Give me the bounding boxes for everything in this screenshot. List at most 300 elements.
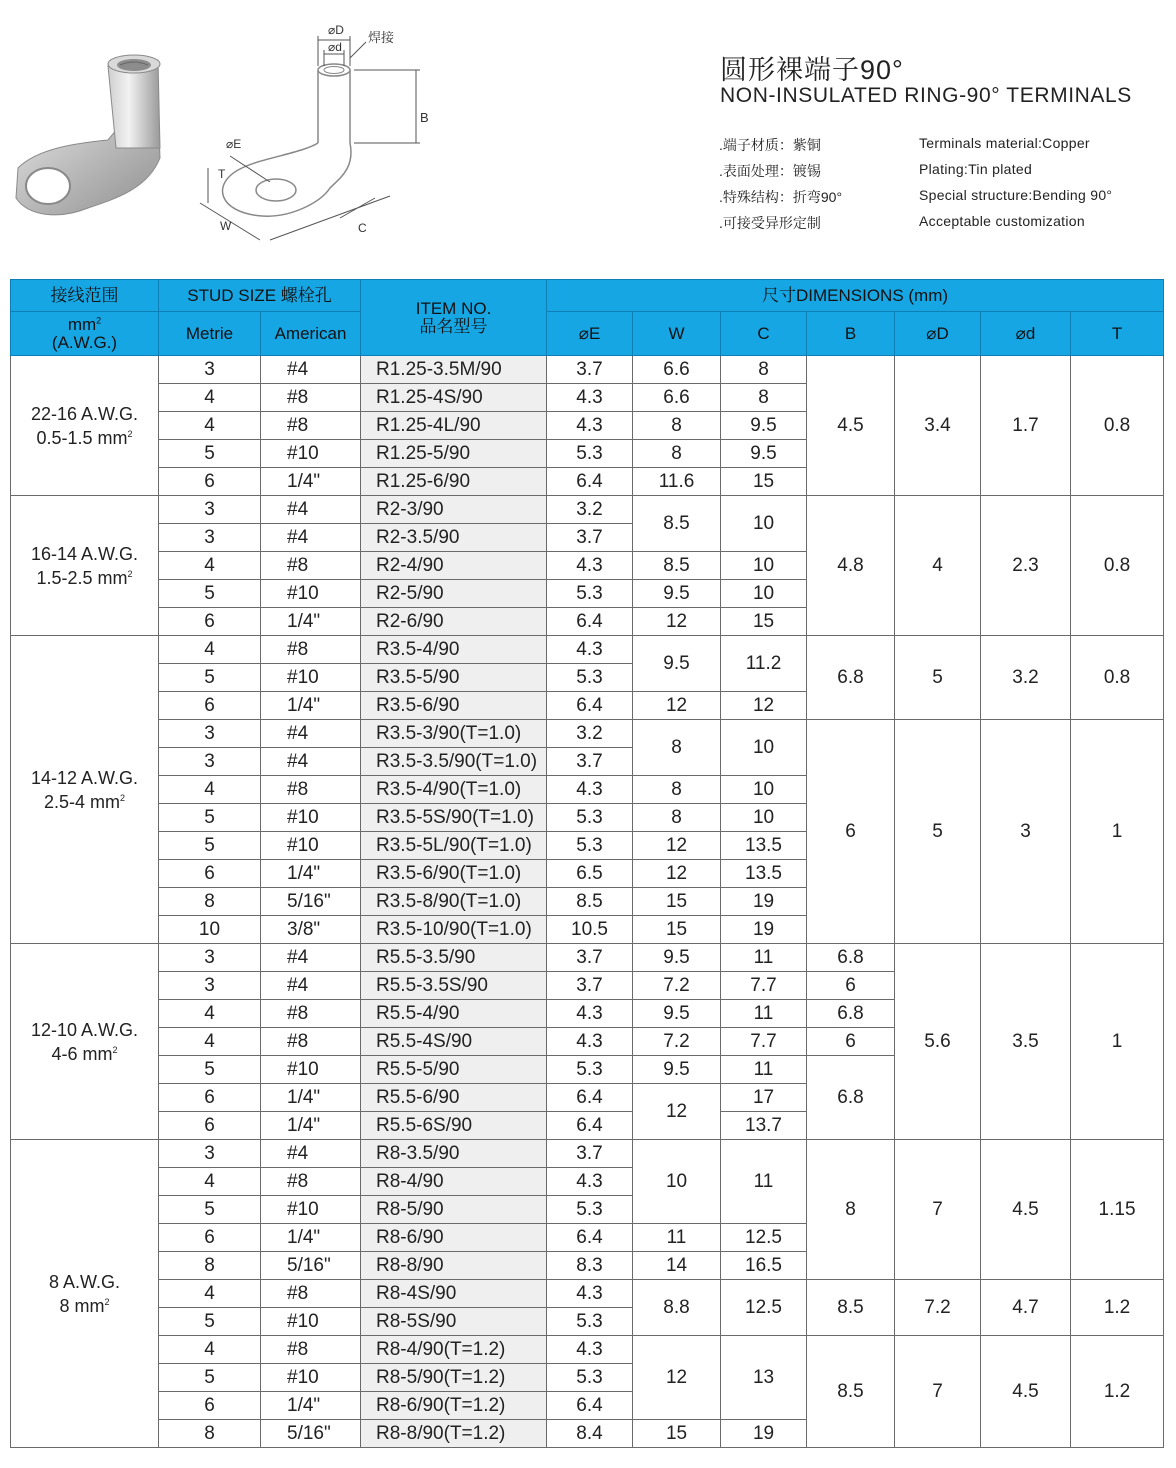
cell-american: #10: [261, 1196, 361, 1224]
header-american: American: [261, 312, 361, 356]
cell-D: 4: [895, 496, 981, 636]
cell-E: 5.3: [547, 1308, 633, 1336]
cell-C: 12: [721, 692, 807, 720]
cell-american: #8: [261, 412, 361, 440]
cell-item: R8-6/90: [361, 1224, 547, 1252]
range-mm: 2.5-4 mm: [43, 791, 120, 812]
cell-C: 19: [721, 1420, 807, 1448]
cell-E: 3.7: [547, 944, 633, 972]
cell-W: 6.6: [633, 356, 721, 384]
cell-item: R8-8/90(T=1.2): [361, 1420, 547, 1448]
cell-item: R8-5S/90: [361, 1308, 547, 1336]
cell-E: 4.3: [547, 1168, 633, 1196]
spec-en: Special structure:Bending 90°: [919, 187, 1113, 203]
spec-cn: .可接受异形定制: [719, 215, 821, 231]
cell-C: 19: [721, 888, 807, 916]
cell-W: 8.8: [633, 1280, 721, 1336]
cell-E: 10.5: [547, 916, 633, 944]
header-dimensions: 尺寸DIMENSIONS (mm): [547, 280, 1164, 312]
cell-item: R8-4S/90: [361, 1280, 547, 1308]
cell-E: 4.3: [547, 412, 633, 440]
cell-W: 9.5: [633, 636, 721, 692]
cell-E: 5.3: [547, 580, 633, 608]
cell-metric: 4: [159, 1336, 261, 1364]
cell-metric: 5: [159, 440, 261, 468]
label-W: W: [220, 219, 232, 233]
range-sup: 2: [112, 1044, 118, 1055]
cell-metric: 5: [159, 1308, 261, 1336]
cell-E: 5.3: [547, 832, 633, 860]
cell-metric: 5: [159, 1056, 261, 1084]
range-cell: [11, 944, 159, 1140]
cell-E: 6.4: [547, 1112, 633, 1140]
cell-american: #8: [261, 636, 361, 664]
cell-item: R2-4/90: [361, 552, 547, 580]
range-cell: [11, 636, 159, 944]
range-cell: [11, 356, 159, 496]
title-chinese: 圆形裸端子90°: [720, 55, 904, 85]
cell-E: 6.5: [547, 860, 633, 888]
cell-C: 16.5: [721, 1252, 807, 1280]
cell-B: 4.8: [807, 496, 895, 636]
cell-american: #10: [261, 804, 361, 832]
cell-C: 17: [721, 1084, 807, 1112]
cell-american: #4: [261, 944, 361, 972]
cell-d: 4.7: [981, 1280, 1071, 1336]
cell-E: 6.4: [547, 1224, 633, 1252]
cell-item: R1.25-4S/90: [361, 384, 547, 412]
cell-W: 8: [633, 440, 721, 468]
cell-american: #8: [261, 552, 361, 580]
cell-W: 12: [633, 832, 721, 860]
title-english: NON-INSULATED RING-90° TERMINALS: [720, 84, 1132, 107]
cell-item: R8-5/90(T=1.2): [361, 1364, 547, 1392]
cell-metric: 8: [159, 1420, 261, 1448]
range-awg: 14-12 A.W.G.: [30, 767, 139, 788]
cell-item: R3.5-3.5/90(T=1.0): [361, 748, 547, 776]
cell-d: 2.3: [981, 496, 1071, 636]
cell-metric: 6: [159, 1224, 261, 1252]
range-awg: 8 A.W.G.: [48, 1271, 121, 1292]
cell-C: 13.5: [721, 832, 807, 860]
cell-B: 6.8: [807, 636, 895, 720]
cell-T: 1: [1071, 720, 1164, 944]
cell-W: 11.6: [633, 468, 721, 496]
cell-item: R8-3.5/90: [361, 1140, 547, 1168]
cell-metric: 8: [159, 888, 261, 916]
cell-american: #4: [261, 748, 361, 776]
header-item-en: ITEM NO.: [415, 298, 492, 318]
cell-E: 4.3: [547, 1000, 633, 1028]
cell-american: #4: [261, 972, 361, 1000]
header-D: ⌀D: [895, 312, 981, 356]
cell-metric: 4: [159, 552, 261, 580]
cell-american: #10: [261, 832, 361, 860]
cell-item: R3.5-6/90: [361, 692, 547, 720]
label-D: ⌀D: [328, 23, 344, 37]
cell-W: 9.5: [633, 580, 721, 608]
cell-E: 3.2: [547, 720, 633, 748]
cell-d: 1.7: [981, 356, 1071, 496]
cell-C: 11: [721, 1140, 807, 1224]
label-E: ⌀E: [226, 137, 242, 151]
table-row: [11, 1336, 1164, 1364]
cell-metric: 4: [159, 1168, 261, 1196]
cell-E: 5.3: [547, 440, 633, 468]
spec-item: [719, 161, 1169, 187]
cell-item: R3.5-5/90: [361, 664, 547, 692]
cell-W: 8.5: [633, 552, 721, 580]
cell-C: 9.5: [721, 412, 807, 440]
cell-E: 5.3: [547, 1056, 633, 1084]
cell-T: 1.15: [1071, 1140, 1164, 1280]
cell-E: 3.7: [547, 524, 633, 552]
cell-metric: 6: [159, 1392, 261, 1420]
range-unit: mm: [67, 314, 97, 334]
cell-item: R8-4/90(T=1.2): [361, 1336, 547, 1364]
label-d: ⌀d: [328, 40, 342, 54]
cell-W: 9.5: [633, 1000, 721, 1028]
cell-item: R8-5/90: [361, 1196, 547, 1224]
cell-metric: 6: [159, 860, 261, 888]
table-row: [11, 356, 1164, 384]
header-C: C: [721, 312, 807, 356]
cell-C: 15: [721, 468, 807, 496]
cell-E: 6.4: [547, 1392, 633, 1420]
cell-E: 4.3: [547, 1280, 633, 1308]
cell-B: 6: [807, 1028, 895, 1056]
cell-american: #4: [261, 356, 361, 384]
cell-E: 8.4: [547, 1420, 633, 1448]
cell-C: 12.5: [721, 1224, 807, 1252]
terminal-spec-table: [10, 279, 1164, 1448]
spec-cn: .端子材质：紫铜: [719, 137, 821, 153]
cell-W: 8: [633, 804, 721, 832]
cell-american: #8: [261, 1336, 361, 1364]
cell-american: #8: [261, 1000, 361, 1028]
header-item: [361, 280, 547, 356]
label-T: T: [218, 167, 226, 181]
cell-item: R3.5-10/90(T=1.0): [361, 916, 547, 944]
range-sup: 2: [127, 428, 133, 439]
cell-d: 3.5: [981, 944, 1071, 1140]
cell-american: 1/4": [261, 1112, 361, 1140]
range-sup: 2: [104, 1296, 110, 1307]
cell-item: R1.25-4L/90: [361, 412, 547, 440]
cell-B: 8: [807, 1140, 895, 1280]
table-row: [11, 496, 1164, 524]
label-weld: 焊接: [368, 31, 395, 46]
cell-W: 6.6: [633, 384, 721, 412]
range-cell: [11, 496, 159, 636]
cell-metric: 3: [159, 496, 261, 524]
cell-W: 8: [633, 776, 721, 804]
header-range: 接线范围: [11, 280, 159, 312]
cell-W: 12: [633, 608, 721, 636]
cell-metric: 5: [159, 1364, 261, 1392]
cell-W: 15: [633, 916, 721, 944]
spec-en: Terminals material:Copper: [919, 135, 1090, 151]
cell-metric: 3: [159, 356, 261, 384]
cell-d: 3: [981, 720, 1071, 944]
cell-C: 11.2: [721, 636, 807, 692]
table-row: [11, 944, 1164, 972]
header-item-cn: 品名型号: [419, 316, 488, 336]
cell-item: R2-5/90: [361, 580, 547, 608]
cell-T: 1.2: [1071, 1280, 1164, 1336]
cell-W: 10: [633, 1140, 721, 1224]
cell-american: #8: [261, 1280, 361, 1308]
cell-C: 7.7: [721, 1028, 807, 1056]
cell-item: R3.5-4/90: [361, 636, 547, 664]
cell-E: 8.3: [547, 1252, 633, 1280]
cell-d: 4.5: [981, 1140, 1071, 1280]
spec-cn: .表面处理：镀锡: [719, 163, 821, 179]
cell-B: 8.5: [807, 1336, 895, 1448]
cell-E: 3.7: [547, 748, 633, 776]
cell-C: 13: [721, 1336, 807, 1420]
cell-C: 13.5: [721, 860, 807, 888]
range-sup: 2: [127, 568, 133, 579]
cell-D: 5.6: [895, 944, 981, 1140]
cell-item: R1.25-5/90: [361, 440, 547, 468]
range-mm: 8 mm: [59, 1295, 105, 1316]
header-stud: STUD SIZE 螺栓孔: [159, 280, 361, 312]
cell-american: #8: [261, 384, 361, 412]
cell-C: 7.7: [721, 972, 807, 1000]
cell-metric: 4: [159, 1000, 261, 1028]
spec-cn: .特殊结构：折弯90°: [719, 189, 843, 205]
cell-C: 11: [721, 1056, 807, 1084]
cell-E: 3.7: [547, 1140, 633, 1168]
cell-W: 7.2: [633, 1028, 721, 1056]
cell-metric: 10: [159, 916, 261, 944]
cell-T: 1: [1071, 944, 1164, 1140]
cell-metric: 6: [159, 608, 261, 636]
cell-C: 10: [721, 804, 807, 832]
cell-metric: 4: [159, 636, 261, 664]
spec-item: [719, 135, 1169, 161]
cell-C: 12.5: [721, 1280, 807, 1336]
cell-american: #10: [261, 1364, 361, 1392]
label-C: C: [358, 221, 367, 235]
cell-W: 9.5: [633, 1056, 721, 1084]
cell-item: R5.5-5/90: [361, 1056, 547, 1084]
cell-american: 5/16": [261, 888, 361, 916]
header-metric: Metrie: [159, 312, 261, 356]
header-B: B: [807, 312, 895, 356]
cell-D: 5: [895, 636, 981, 720]
cell-T: 0.8: [1071, 496, 1164, 636]
cell-C: 10: [721, 496, 807, 552]
cell-american: 1/4": [261, 1224, 361, 1252]
cell-metric: 5: [159, 1196, 261, 1224]
cell-american: 3/8": [261, 916, 361, 944]
range-cell: [11, 1140, 159, 1448]
cell-american: 1/4": [261, 860, 361, 888]
cell-item: R3.5-4/90(T=1.0): [361, 776, 547, 804]
cell-metric: 3: [159, 524, 261, 552]
range-mm: 0.5-1.5 mm: [36, 427, 128, 448]
cell-metric: 6: [159, 1084, 261, 1112]
cell-E: 3.7: [547, 356, 633, 384]
cell-metric: 8: [159, 1252, 261, 1280]
cell-T: 0.8: [1071, 636, 1164, 720]
cell-metric: 5: [159, 832, 261, 860]
cell-E: 6.4: [547, 468, 633, 496]
cell-american: #10: [261, 664, 361, 692]
table-row: [11, 636, 1164, 664]
cell-metric: 5: [159, 664, 261, 692]
cell-metric: 5: [159, 580, 261, 608]
cell-T: 1.2: [1071, 1336, 1164, 1448]
cell-W: 9.5: [633, 944, 721, 972]
cell-B: 8.5: [807, 1280, 895, 1336]
header-T: T: [1071, 312, 1164, 356]
cell-C: 19: [721, 916, 807, 944]
cell-E: 5.3: [547, 1364, 633, 1392]
cell-E: 4.3: [547, 1336, 633, 1364]
cell-american: #4: [261, 1140, 361, 1168]
cell-D: 7: [895, 1336, 981, 1448]
cell-T: 0.8: [1071, 356, 1164, 496]
spec-list: [719, 135, 1169, 239]
cell-american: #8: [261, 1028, 361, 1056]
cell-W: 12: [633, 1336, 721, 1420]
cell-d: 4.5: [981, 1336, 1071, 1448]
cell-american: #10: [261, 440, 361, 468]
cell-W: 12: [633, 692, 721, 720]
cell-C: 8: [721, 356, 807, 384]
range-awg: 16-14 A.W.G.: [30, 543, 139, 564]
header-range-unit: [11, 312, 159, 356]
cell-C: 10: [721, 720, 807, 776]
cell-american: #4: [261, 524, 361, 552]
range-awg: (A.W.G.): [51, 332, 118, 352]
cell-metric: 3: [159, 748, 261, 776]
cell-E: 3.2: [547, 496, 633, 524]
cell-W: 14: [633, 1252, 721, 1280]
cell-metric: 5: [159, 804, 261, 832]
cell-item: R5.5-3.5/90: [361, 944, 547, 972]
cell-B: 6.8: [807, 944, 895, 972]
cell-E: 4.3: [547, 552, 633, 580]
cell-item: R2-3/90: [361, 496, 547, 524]
cell-d: 3.2: [981, 636, 1071, 720]
cell-C: 11: [721, 1000, 807, 1028]
cell-american: 1/4": [261, 1392, 361, 1420]
cell-metric: 4: [159, 412, 261, 440]
dimension-diagram: [190, 18, 450, 248]
cell-item: R5.5-4S/90: [361, 1028, 547, 1056]
cell-C: 15: [721, 608, 807, 636]
range-sup: 2: [120, 792, 126, 803]
cell-B: 6.8: [807, 1000, 895, 1028]
cell-C: 9.5: [721, 440, 807, 468]
cell-american: 5/16": [261, 1420, 361, 1448]
cell-american: 1/4": [261, 608, 361, 636]
cell-metric: 3: [159, 972, 261, 1000]
cell-metric: 4: [159, 384, 261, 412]
cell-E: 5.3: [547, 804, 633, 832]
cell-item: R5.5-6/90: [361, 1084, 547, 1112]
cell-american: #10: [261, 580, 361, 608]
cell-W: 11: [633, 1224, 721, 1252]
spec-item: [719, 187, 1169, 213]
range-mm: 1.5-2.5 mm: [36, 567, 128, 588]
cell-item: R1.25-6/90: [361, 468, 547, 496]
cell-item: R5.5-6S/90: [361, 1112, 547, 1140]
table-row: [11, 1140, 1164, 1168]
cell-metric: 6: [159, 1112, 261, 1140]
cell-item: R5.5-4/90: [361, 1000, 547, 1028]
cell-american: #10: [261, 1308, 361, 1336]
header-W: W: [633, 312, 721, 356]
cell-metric: 3: [159, 720, 261, 748]
cell-american: 1/4": [261, 468, 361, 496]
cell-american: 1/4": [261, 1084, 361, 1112]
cell-metric: 6: [159, 692, 261, 720]
table-row: [11, 720, 1164, 748]
cell-E: 5.3: [547, 664, 633, 692]
cell-E: 6.4: [547, 692, 633, 720]
cell-item: R8-6/90(T=1.2): [361, 1392, 547, 1420]
cell-C: 10: [721, 580, 807, 608]
cell-E: 4.3: [547, 384, 633, 412]
cell-item: R8-4/90: [361, 1168, 547, 1196]
label-B: B: [420, 110, 429, 125]
cell-item: R3.5-5L/90(T=1.0): [361, 832, 547, 860]
cell-D: 3.4: [895, 356, 981, 496]
header-E: ⌀E: [547, 312, 633, 356]
cell-C: 13.7: [721, 1112, 807, 1140]
cell-E: 4.3: [547, 776, 633, 804]
cell-american: #8: [261, 1168, 361, 1196]
cell-D: 7: [895, 1140, 981, 1280]
range-mm: 4-6 mm: [51, 1043, 113, 1064]
cell-B: 6.8: [807, 1056, 895, 1140]
cell-metric: 3: [159, 944, 261, 972]
cell-item: R8-8/90: [361, 1252, 547, 1280]
range-awg: 12-10 A.W.G.: [30, 1019, 139, 1040]
cell-W: 12: [633, 1084, 721, 1140]
cell-item: R3.5-3/90(T=1.0): [361, 720, 547, 748]
product-photo: [8, 48, 168, 243]
cell-B: 6: [807, 720, 895, 944]
cell-metric: 3: [159, 1140, 261, 1168]
spec-item: [719, 213, 1169, 239]
cell-W: 15: [633, 888, 721, 916]
cell-american: 1/4": [261, 692, 361, 720]
cell-american: #10: [261, 1056, 361, 1084]
header-d: ⌀d: [981, 312, 1071, 356]
cell-W: 12: [633, 860, 721, 888]
cell-item: R5.5-3.5S/90: [361, 972, 547, 1000]
cell-W: 15: [633, 1420, 721, 1448]
cell-item: R3.5-5S/90(T=1.0): [361, 804, 547, 832]
cell-metric: 6: [159, 468, 261, 496]
cell-item: R3.5-6/90(T=1.0): [361, 860, 547, 888]
cell-E: 4.3: [547, 636, 633, 664]
cell-metric: 4: [159, 1028, 261, 1056]
cell-item: R2-6/90: [361, 608, 547, 636]
spec-en: Plating:Tin plated: [919, 161, 1033, 177]
table-row: [11, 1280, 1164, 1308]
cell-item: R2-3.5/90: [361, 524, 547, 552]
cell-C: 11: [721, 944, 807, 972]
cell-E: 6.4: [547, 608, 633, 636]
cell-E: 6.4: [547, 1084, 633, 1112]
